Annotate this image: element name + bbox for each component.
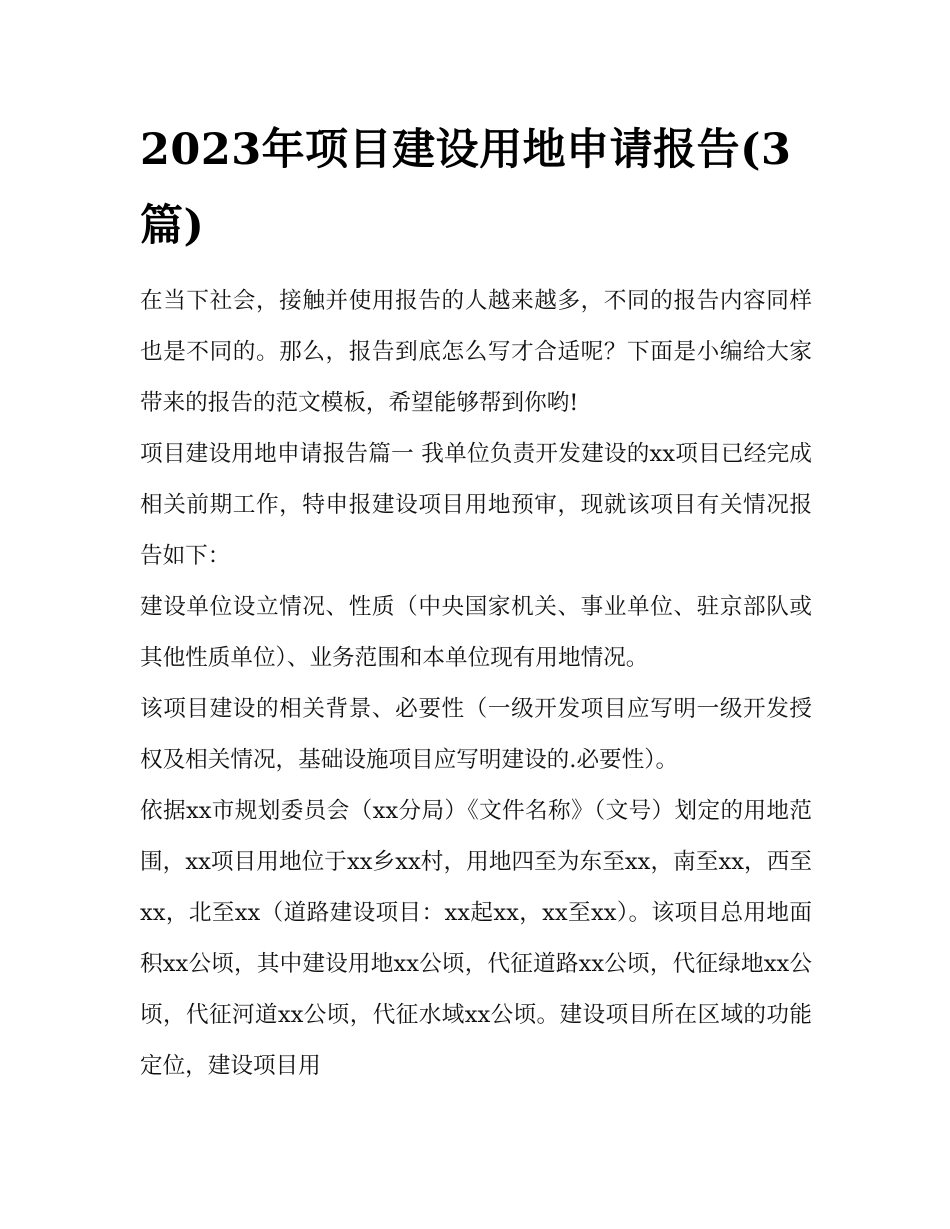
- document-page: [140, 112, 812, 1092]
- paragraph-land-scope: 依据xx市规划委员会（xx分局）《文件名称》（文号）划定的用地范围，xx项目用地位于xx乡xx村，用地四至为东至xx，南至xx，西至xx，北至xx（道路建设项目：xx起xx，xx至xx）。该项目总用地面积xx公顷，其中建设用地xx公顷，代征道路xx公顷，代征绿地xx公顷，代征河道xx公顷，代征水域xx公顷。建设项目所在区域的功能定位，建设项目用: [140, 798, 812, 1079]
- paragraph-part-one: 项目建设用地申请报告篇一 我单位负责开发建设的xx项目已经完成相关前期工作，特申报建设项目用地预审，现就该项目有关情况报告如下：: [140, 441, 812, 569]
- paragraph-background: 该项目建设的相关背景、必要性（一级开发项目应写明一级开发授权及相关情况，基础设施项目应写明建设的.必要性）。: [140, 696, 812, 773]
- document-body: [140, 276, 812, 1092]
- paragraph-intro: 在当下社会，接触并使用报告的人越来越多，不同的报告内容同样也是不同的。那么，报告到底怎么写才合适呢？下面是小编给大家带来的报告的范文模板，希望能够帮到你哟!: [140, 288, 812, 416]
- paragraph-unit-info: 建设单位设立情况、性质（中央国家机关、事业单位、驻京部队或其他性质单位）、业务范围和本单位现有用地情况。: [140, 594, 812, 671]
- document-title: 2023年项目建设用地申请报告(3篇): [140, 125, 792, 251]
